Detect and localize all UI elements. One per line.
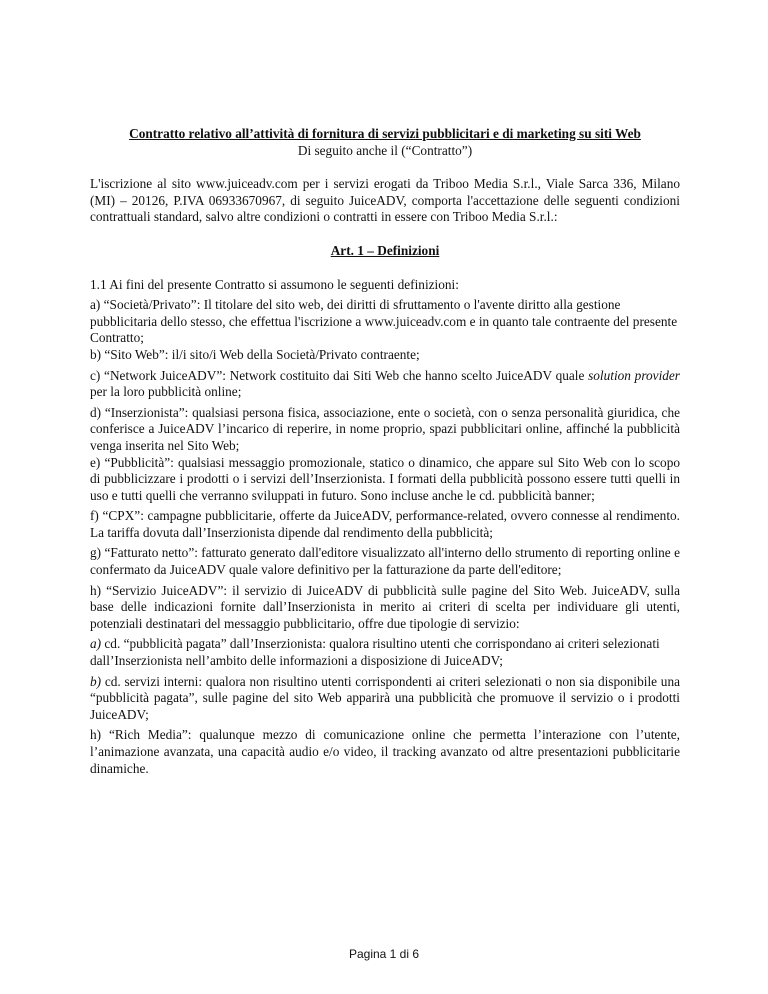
definition-rich-media: h) “Rich Media”: qualunque mezzo di comunicazione online che permetta l’interazione con l’utente, l’animazione avanzata, una capacità audio e/o video, il tracking avanzato od altre presentazioni pubblicitarie dinamiche.: [90, 727, 680, 776]
definitions-intro: 1.1 Ai fini del presente Contratto si assumono le seguenti definizioni:: [90, 276, 459, 292]
document-subtitle: Di seguito anche il (“Contratto”): [297, 142, 473, 158]
article-heading: Art. 1 – Definizioni: [330, 242, 440, 258]
definition-c-italic: solution provider: [588, 367, 680, 383]
definition-h-b-text: cd. servizi interni: qualora non risultino utenti corrispondenti ai criteri selezionati o non sia disponibile una “pubblicità pagata”, sulle pagine del sito Web apparirà una pubblicità che promuove il servizio o i prodotti JuiceADV;: [90, 673, 680, 722]
definition-b: b) “Sito Web”: il/i sito/i Web della Società/Privato contraente;: [90, 346, 420, 362]
document-body: [90, 126, 680, 777]
definition-c-text: c) “Network JuiceADV”: Network costituito dai Siti Web che hanno scelto JuiceADV quale: [90, 367, 589, 383]
definition-h-a-text: cd. “pubblicità pagata” dall’Inserzionista: qualora risultino utenti che corrispondano ai criteri selezionati dall’Inserzionista nell’ambito delle informazioni a disposizione di JuiceADV;: [90, 636, 660, 669]
definition-c: [90, 368, 680, 401]
definition-h-b-label: b): [90, 673, 102, 689]
definition-h-a-label: a): [90, 636, 102, 652]
definition-h-b: [90, 674, 680, 724]
page-number: Pagina 1 di 6: [348, 947, 420, 961]
intro-paragraph: L'iscrizione al sito www.juiceadv.com per i servizi erogati da Triboo Media S.r.l., Viale Sarca 336, Milano (MI) – 20126, P.IVA 06933670967, di seguito JuiceADV, comporta l'accettazione delle seguenti condizioni contrattuali standard, salvo altre condizioni o contratti in essere con Triboo Media S.r.l.:: [90, 176, 680, 225]
definition-f: f) “CPX”: campagne pubblicitarie, offerte da JuiceADV, performance-related, ovvero connesse al rendimento. La tariffa dovuta dall’Inserzionista dipende dal rendimento della pubblicità;: [90, 508, 680, 540]
definition-e: e) “Pubblicità”: qualsiasi messaggio promozionale, statico o dinamico, che appare sul Sito Web con lo scopo di pubblicizzare i prodotti o i servizi dell’Inserzionista. I formati della pubblicità possono essere tutti quelli in uso e tutti quelli che verranno sviluppati in futuro. Sono incluse anche le cd. pubblicità banner;: [90, 454, 680, 503]
definition-g: g) “Fatturato netto”: fatturato generato dall'editore visualizzato all'interno dello strumento di reporting online e confermato da JuiceADV quale valore definitivo per la fatturazione da parte dell'editore;: [90, 545, 680, 578]
definition-d: d) “Inserzionista”: qualsiasi persona fisica, associazione, ente o società, con o senza personalità giuridica, che conferisce a JuiceADV l’incarico di reperire, in nome proprio, spazi pubblicitari online, affinché la pubblicità venga inserita nel Sito Web;: [90, 404, 680, 453]
definition-a: a) “Società/Privato”: Il titolare del sito web, dei diritti di sfruttamento o l'avente diritto alla gestione pubblicitaria dello stesso, che effettua l'iscrizione a www.juiceadv.com e in quanto tale contraente del presente Contratto;: [90, 297, 678, 346]
definition-h-a: [90, 636, 680, 669]
document-title: Contratto relativo all’attività di fornitura di servizi pubblicitari e di marketing su siti Web: [129, 126, 641, 141]
definition-h: h) “Servizio JuiceADV”: il servizio di JuiceADV di pubblicità sulle pagine del Sito Web. JuiceADV, sulla base delle indicazioni fornite dall’Inserzionista in merito ai criteri di scelta per individuare gli utenti, potenziali destinatari del messaggio pubblicitario, offre due tipologie di servizio:: [90, 582, 680, 631]
definition-c-tail: per la loro pubblicità online;: [90, 384, 242, 400]
